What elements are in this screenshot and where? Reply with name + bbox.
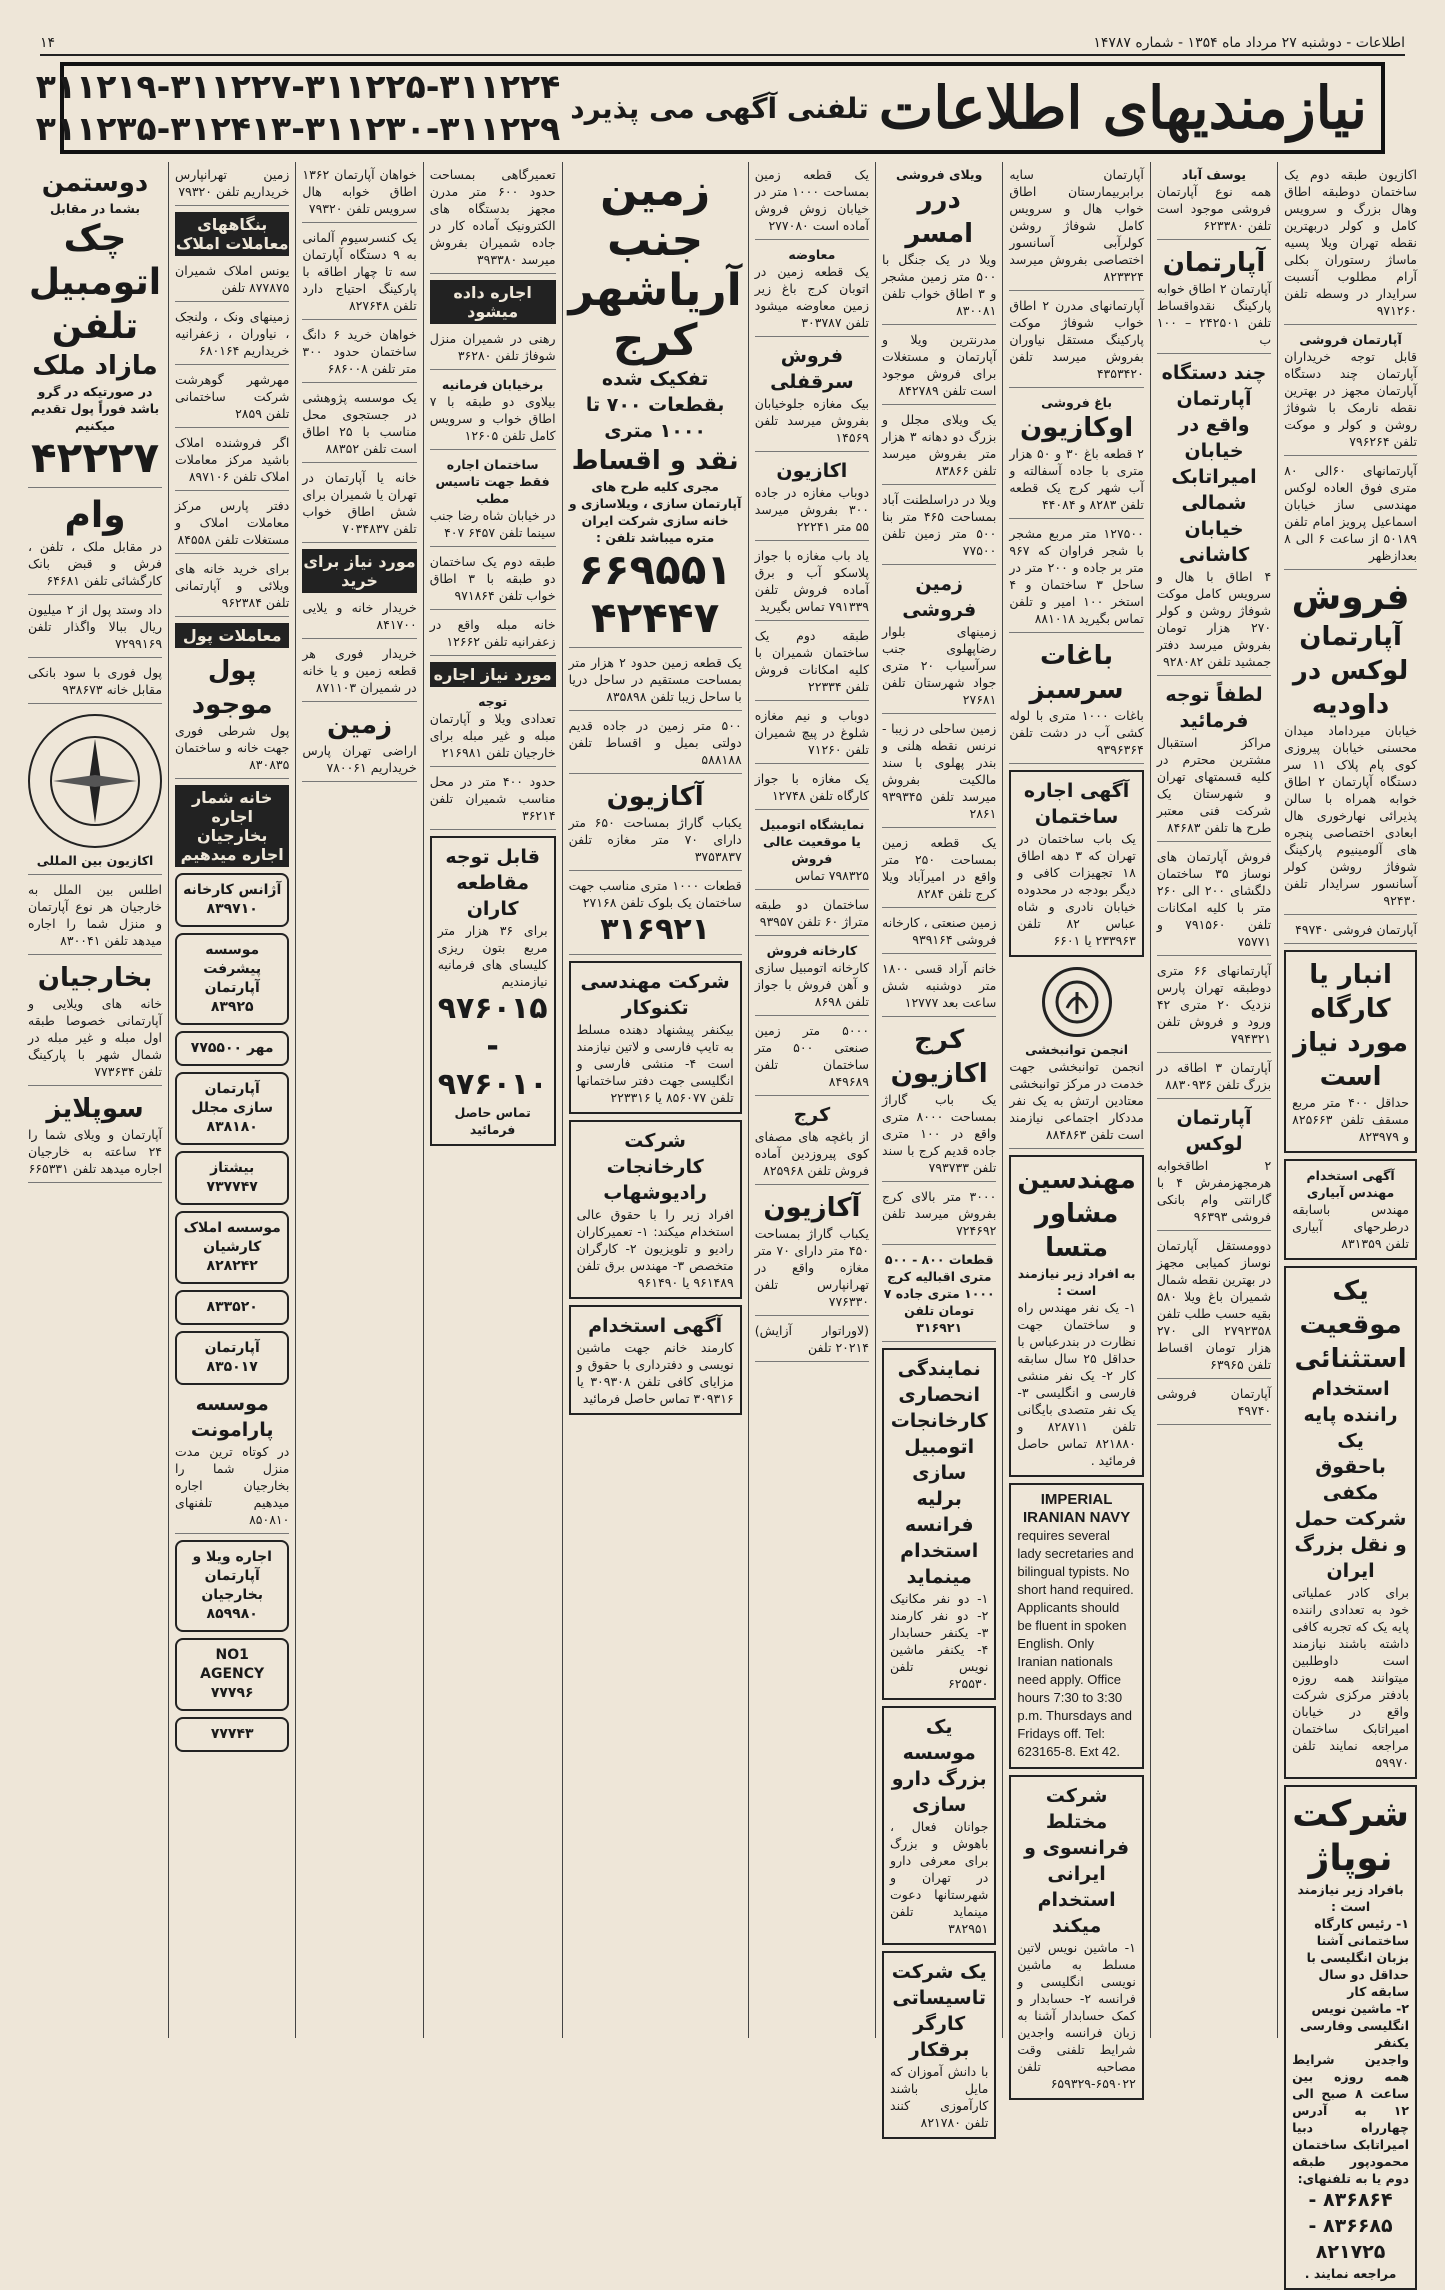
- ad-three-room: آپارتمان ۳ اطاقه در بزرگ تلفن ۸۸۳۰۹۳۶: [1157, 1059, 1271, 1099]
- ad-luxury-2: آپارتمان لوکس ۲ اطاقخوابه هرمجهزمفرش ۴ با گارانتی وام بانکی فروشی ۹۶۳۹۳: [1157, 1105, 1271, 1231]
- ad-shemiran-rent: رهنی در شمیران منزل شوفاژ تلفن ۳۶۲۸۰: [430, 330, 556, 370]
- ad-amir-atabak: چند دستگاه آپارتمان واقع در خیابان امیراتابک شمالی خیابان کاشانی ۴ اطاق با هال و سرویس کامل موکت شوفاژ روشن و کولر ۲۷۰ هزار تومان بفروش میرسد دفتر جمشید تلفن ۹۲۸۰۸۲: [1157, 360, 1271, 676]
- section-rent-wanted: مورد نیاز اجاره: [430, 662, 556, 687]
- ad-luxury-apartments: آپارتمانهای ۶۰الی ۸۰ متری فوق العاده لوکس مهندسی ساز خیابان اسماعیل پرویز امام تلفن ۵۰۱۸۹ از ساعت ۶ الی ۸ بعدازظهر: [1284, 462, 1417, 570]
- ad-exchange: معاوضه یک قطعه زمین در اتوبان کرج باغ زیر زمین معاوضه میشود تلفن ۳۰۳۷۸۷: [755, 246, 869, 337]
- section-for-rent: اجاره داده میشود: [430, 280, 556, 324]
- column-4: [875, 162, 1002, 2130]
- ad-coastal-plot: یک قطعه زمین حدود ۲ هزار متر بمساحت مستقیم در ساحل دریا با ساحل زیبا تلفن ۸۳۵۸۹۸: [569, 654, 742, 711]
- ad-villa-buyer: خریدار خانه و یلایی ۸۴۱۷۰۰: [302, 599, 416, 639]
- ad-goodwill: فروش سرقفلی بیک مغازه جلوخیابان بفروش میرسد تلفن ۱۴۵۶۹: [755, 343, 869, 452]
- ad-davoodieh: فروش آپارتمان لوکس در داودیه خیابان میرداماد میدان محسنی خیابان پیروزی کوی پام پلاک ۱۱ سر دستگاه آپارتمان ۲ اطاق خوابه همراه با سالن پذیرائی نهارخوری هال ابعادی اختصاصی پنجره های آلومینیوم پارکینگ شوفاژ روشن کولر آسانسور سرایدار تلفن ۹۲۴۳۰: [1284, 576, 1417, 915]
- ad-money-available: پول موجود پول شرطی فوری جهت خانه و ساختمان ۸۳۰۸۳۵: [175, 654, 289, 779]
- agency-logo-2: موسسه پیشرفت آپارتمان ۸۳۹۲۵: [175, 933, 289, 1025]
- ad-yousefabad: یوسف آباد همه نوع آپارتمان فروشی موجود است تلفن ۶۲۳۳۸۰: [1157, 166, 1271, 240]
- ad-imperial-navy: IMPERIAL IRANIAN NAVY requires several lady secretaries and bilingual typists. No short hand required. Applicants should be fluent in spoken English. Only Iranian nationals need apply. Office hours 7:30 to 3:30 p.m. Thursdays and Fridays off. Tel: 623165-8. Ext 42.: [1009, 1483, 1143, 1769]
- ad-land-1000: یک قطعه زمین بمساحت ۱۰۰۰ متر در خیابان زوش فروش آماده است ۲۷۷۰۸۰: [755, 166, 869, 240]
- column-10: [22, 162, 168, 2038]
- ad-green-gardens: باغات سرسبز باغات ۱۰۰۰ متری با لوله کشی آب در دشت تلفن ۹۳۹۶۳۶۴: [1009, 639, 1143, 764]
- ad-vanak-land: زمینهای ونک ، ولنجک ، نیاوران ، زعفرانیه خریداریم ۶۸۰۱۶۴: [175, 308, 289, 365]
- page-header-line: [40, 32, 1405, 56]
- ad-industrial-5000: ۵۰۰۰ متر زمین صنعتی ۵۰۰ متر ساختمان تلفن ۸۴۹۶۸۹: [755, 1022, 869, 1096]
- rehab-emblem-icon: [1042, 967, 1112, 1037]
- ad-atlas: اطلس بین الملل به خارجیان هر نوع آپارتمان و منزل شما را اجاره میدهد تلفن ۸۳۰۰۴۱: [28, 881, 162, 955]
- ad-large-garden: ۱۲۷۵۰۰ متر مربع مشجر با شجر فراوان که ۹۶۷ متر بر جاده و ۲۰۰ متر در ساحل ۳ ساختمان و ۴ استخر ۱۰۰ امیر و تلفن تماس بگیرید ۸۸۱۰۱۸: [1009, 525, 1143, 633]
- ad-columns: [22, 162, 1423, 2281]
- ad-luxury-villa: یک ویلای مجلل و بزرگ دو دهانه ۳ هزار متر بفروش میرسد تلفن ۸۳۸۶۶: [882, 411, 996, 485]
- ad-urgent-buyer: خریدار فوری هر قطعه زمین و یا خانه در شمیران ۸۷۱۱۰۳: [302, 645, 416, 702]
- section-wanted-buy: مورد نیاز برای خرید: [302, 549, 416, 593]
- ad-contractors: قابل توجه مقاطعه کاران برای ۳۶ هزار متر مربع بتون ریزی کلیسای های فرمانیه نیازمندیم ۹۷۶۰۱۵ - ۹۷۶۰۱۰ تماس حاصل فرمائید: [430, 836, 556, 1146]
- column-1: [1277, 162, 1423, 2281]
- ad-modern-niavaran: آپارتمانهای مدرن ۲ اطاق خواب شوفاژ موکت پارکینگ مستقل نیاوران بفروش میرسد تلفن ۴۳۵۳۴۲۰: [1009, 297, 1143, 388]
- ad-paramount: موسسه پارامونت در کوتاه ترین مدت منزل شما را بخارجیان اجاره میدهیم تلفنهای ۸۵۰۸۱۰: [175, 1391, 289, 1534]
- ad-pars-office: دفتر پارس مرکز معاملات املاک و مستغلات تلفن ۸۴۵۵۸: [175, 497, 289, 554]
- ad-busy-shops: دوباب و نیم مغازه شلوغ در پیچ شمیران تلفن ۷۱۲۶۰: [755, 707, 869, 764]
- agency-logo-1: آژانس کارخانه ۸۳۹۷۱۰: [175, 873, 289, 927]
- ad-radioshahab: شرکت کارخانجات رادیوشهاب افراد زیر را با حقوق عالی استخدام میکند: ۱- تعمیرکاران رادیو و تلویزیون ۲- کارگران متخصص ۳- مهندس برق تلفن ۹۶۱۴۸۹ یا ۹۶۱۴۹۰: [569, 1120, 742, 1299]
- column-2: [1150, 162, 1277, 2038]
- agency-logo-3: مهر ۷۷۵۵۰۰: [175, 1031, 289, 1066]
- ad-shemiran-400: حدود ۴۰۰ متر در محل مناسب شمیران تلفن ۳۶۲۱۴: [430, 773, 556, 830]
- ad-pharma-company: یک موسسه بزرگ دارو سازی جوانان فعال ، باهوش و بزرگ برای معرفی دارو در تهران و شهرستانها دعوت مینماید تلفن ۳۸۲۹۵۱: [882, 1706, 996, 1945]
- ad-electrician: یک شرکت تاسیساتی کارگر برقکار با دانش آموزان که مایل باشند کارآموزی کنند تلفن ۸۲۱۷۸۰: [882, 1951, 996, 2139]
- ad-industrial-land: زمین صنعتی ، کارخانه فروشی ۹۳۹۱۶۴: [882, 914, 996, 954]
- ad-driver-hiring: یک موقعیت استثنائی استخدام راننده پایه یک باحقوق مکفی شرکت حمل و نقل بزرگ ایران برای کادر عملیاتی خود به تعدادی راننده پایه یک که تجربه کافی داشته باشند نیازمند است داوطلبین میتوانند همه روزه بادفتر مرکزی شرکت واقع در خیابان امیراتابک ساختمان مراجعه نمایند تلفن ۵۹۹۷۰: [1284, 1266, 1417, 1779]
- agency-logo-10: NO1 AGENCY ۷۷۷۹۶: [175, 1638, 289, 1711]
- agency-logo-11: ۷۷۷۴۳: [175, 1717, 289, 1752]
- ad-buy-building: خواهان خرید ۶ دانگ ساختمان حدود ۳۰۰ متر تلفن ۶۸۶۰۰۸: [302, 326, 416, 383]
- banner-title: نیازمندیهای اطلاعات: [878, 74, 1367, 142]
- ad-land-sale: زمین فروشی زمینهای بلوار رضاپهلوی جنب سرآسیاب ۲۰ متری جواد شهرستان تلفن ۲۷۶۸۱: [882, 571, 996, 714]
- ad-shemiran-villa: دوومستقل آپارتمان نوساز کمیابی مجهز در بهترین نقطه شمال شمیران باغ ویلا ۵۸۰ بقیه حسب طلب تلفن ۲۷۹۲۳۵۸ الی ۲۷۰ هزار تومان اقساط تلفن ۶۳۹۶۵: [1157, 1237, 1271, 1379]
- banner-phones-line-1: ۳۱۱۲۱۹-۳۱۱۲۲۷-۳۱۱۲۲۵-۳۱۱۲۲۴: [35, 67, 561, 106]
- ad-wanted-apartment: خواهان آپارتمان ۱۳۶۲ اطاق خوابه هال سرویس تلفن ۷۹۳۲۰: [302, 166, 416, 223]
- ad-car-showroom: نمایشگاه اتومبیل یا موقعیت عالی فروش ۷۹۸۳۲۵ تماس: [755, 816, 869, 890]
- ad-tehranpars-land: زمین اراضی تهران پارس خریداریم ۷۸۰۰۶۱: [302, 708, 416, 782]
- ad-garden-sale: باغ فروشی اوکازیون ۲ قطعه باغ ۳۰ و ۵۰ هزار متری با جاده آسفالته و آب شهر کرج یک قطعه تلفن ۸۲۸۳ و ۴۴۰۸۴: [1009, 394, 1143, 519]
- section-money: معاملات پول: [175, 623, 289, 648]
- ad-new-apartments: فروش آپارتمان های نوساز ۳۵ ساختمان دلگشای ۲۰۰ الی ۲۶۰ متر با کلیه امکانات تلفن ۷۹۱۵۶۰ و ۷۵۷۷۱: [1157, 848, 1271, 956]
- ad-clinic-rent: ساختمان اجاره فقط جهت تاسیس مطب در خیابان شاه رضا جنب سینما تلفن ۶۴۵۷ ۴۰۷: [430, 456, 556, 547]
- classifieds-banner: [35, 62, 1385, 154]
- ad-tehranpars-apartments: آپارتمانهای ۶۶ متری دوطبقه تهران پارس نزدیک ۲۰ متری ۴۲ ورود و فروش تلفن ۷۹۴۳۲۱: [1157, 962, 1271, 1053]
- ad-garage-tehranpars: آکازیون یکباب گاراژ بمساحت ۴۵۰ متر دارای ۷۰ متر مغازه واقع در تهرانپارس تلفن ۷۷۶۳۳۰: [755, 1191, 869, 1316]
- column-8: [295, 162, 422, 2038]
- column-9: [168, 162, 295, 2038]
- ad-warehouse: انبار یا کارگاه مورد نیاز است حداقل ۴۰۰ متر مربع مسقف تلفن ۸۲۵۶۶۳ و ۸۲۳۹۷۹: [1284, 950, 1417, 1153]
- ad-mehrshahr: مهرشهر گوهرشت شرکت ساختمانی تلفن ۲۸۵۹: [175, 371, 289, 428]
- column-3: [1002, 162, 1149, 2091]
- ad-attention: لطفاً توجه فرمائید مراکز استقبال مشترین محترم در کلیه قسمتهای تهران و شهرستان یک شرکت فنی معتبر طرح ها تلفن ۸۴۶۸۳: [1157, 682, 1271, 842]
- ad-money-trade: داد وستد پول از ۲ میلیون ریال ببالا واگذار تلفن ۷۲۹۹۱۶۹: [28, 601, 162, 658]
- compass-logo-icon: [28, 714, 162, 848]
- ad-motasa-consultants: مهندسین مشاور متسا به افراد زیر نیازمند است : ۱- یک نفر مهندس راه و ساختمان جهت نظارت در بندرعباس با حداقل ۲۵ سال سابقه کار ۲- یک نفر منشی فارسی و انگلیسی ۳- یک نفر متصدی بایگانی تلفن ۸۲۸۷۱۱ و ۸۲۱۸۸۰ تماس حاصل فرمائید .: [1009, 1155, 1143, 1477]
- ad-modern-villas: مدرنترین ویلا و آپارتمان و مستغلات برای فروش موجود است تلفن ۸۴۲۷۸۹: [882, 331, 996, 405]
- ad-workshop-shop: یک مغازه با جواز کارگاه تلفن ۱۲۷۴۸: [755, 770, 869, 810]
- ad-occasion-shops: اکازیون دوباب مغازه در جاده ۳۰۰ بفروش میرسد ۵۵ متر ۲۲۲۴۱: [755, 458, 869, 541]
- ad-apartment-hospital: آپارتمان سایه برابربیمارستان اطاق خواب هال و سرویس کامل شوفاژ روشن کولرآبی آسانسور اختصاصی بفروش میرسد ۸۲۳۳۲۴: [1009, 166, 1143, 291]
- column-6: [562, 162, 748, 2038]
- ad-dostman: دوستمن بشما در مقابل چک اتومبیل تلفن مازاد ملک در صورتیکه در گرو باشد فوراً پول تقدیم میکنیم ۴۲۲۲۷: [28, 166, 162, 488]
- ad-younes: یونس املاک شمیران ۸۷۷۸۷۵ تلفن: [175, 262, 289, 302]
- section-foreigner-rent: خانه شمار اجاره بخارجیان اجاره میدهیم: [175, 785, 289, 867]
- agency-logo-5: بیشتاز ۷۳۷۷۴۷: [175, 1151, 289, 1205]
- ad-tehranpars-buy: زمین تهرانپارس خریداریم تلفن ۷۹۳۲۰: [175, 166, 289, 206]
- page-number: ۱۴: [40, 35, 56, 51]
- ad-bank-money: پول فوری با سود بانکی مقابل خانه ۹۳۸۶۷۳: [28, 664, 162, 704]
- ad-coastal-land: زمین ساحلی در زیبا - نرنس نقطه هلنی و بندر پهلوی با سند مالکیت بفروش میرسد تلفن ۹۳۹۳۴۵ ۲۸۶۱: [882, 720, 996, 828]
- ad-villas-foreigners: توجه تعدادی ویلا و آپارتمان مبله و غیر مبله برای خارجیان تلفن ۲۱۶۹۸۱: [430, 693, 556, 767]
- ad-eghbalieh: قطعات ۸۰۰ - ۵۰۰ متری اقبالیه کرج ۱۰۰۰ متری جاده ۷ تومان تلفن ۳۱۶۹۲۱: [882, 1251, 996, 1342]
- ad-occasion-garage: آکازیون یکباب گاراژ بمساحت ۶۵۰ متر دارای ۷۰ متر مغازه تلفن ۳۷۵۳۸۳۷: [569, 780, 742, 871]
- ad-apartment-2: آپارتمان آپارتمان ۲ اطاق خوابه پارکینگ نقدواقساط تلفن ۲۴۲۵۰۱ – ۱۰۰ ب: [1157, 246, 1271, 354]
- ad-apartment-sale: آپارتمان فروشی قابل توجه خریداران آپارتمان چند دستگاه آپارتمان مجهز در بهترین نقطه نارمک با شوفاژ روشن و کولر و موکت تلفن ۷۹۶۲۶۴: [1284, 331, 1417, 456]
- ad-six-rooms: خانه یا آپارتمان در تهران یا شمیران برای شش اطاق خواب تلفن ۷۰۳۴۸۳۷: [302, 469, 416, 543]
- banner-subtitle: تلفنی آگهی می پذیرد: [570, 91, 869, 125]
- banner-phones: [36, 66, 561, 150]
- ad-saltanatabad-villa: ویلا در دراسلطنت آباد بمساحت ۴۶۵ متر بنا ۵۰۰ متر زمین تلفن ۷۷۵۰۰: [882, 491, 996, 565]
- ad-technokar: شرکت مهندسی تکنوکار بیکنفر پیشنهاد دهنده مسلط به تایپ فارسی و لاتین نیازمند است ۴- منشی فارسی و انگلیسی جهت دفتر ساختمانها تلفن ۸۵۶۰۷۷ یا ۲۲۳۳۱۶: [569, 961, 742, 1114]
- ad-karaj-gardens: کرج از باغچه های مصفای کوی پیروزدین آماده فروش تلفن ۸۲۵۹۶۸: [755, 1102, 869, 1185]
- ad-furnished-house: خانه مبله واقع در زعفرانیه تلفن ۱۲۶۶۲: [430, 616, 556, 656]
- ad-apartment-sale-2: آپارتمان فروشی ۴۹۷۴۰: [1157, 1385, 1271, 1425]
- ad-franco-iranian: شرکت مختلط فرانسوی و ایرانی استخدام میکند ۱- ماشین نویس لاتین مسلط به ماشین نویسی انگلیسی و فرانسه ۲- حسابدار و کمک حسابدار آشنا به زبان فرانسه واجدین شرایط تلفنی وقت مصاحبه تلفن ۶۵۹۰۲۲-۶۵۹۳۲۹: [1009, 1775, 1143, 2100]
- ad-old-road-land: ۵۰۰ متر زمین در جاده قدیم دولتی بمیل و اقساط تلفن ۵۸۸۱۸۸: [569, 717, 742, 774]
- ad-foreigners: بخارجیان خانه های ویلایی و آپارتمانی خصوصا طبقه اول مبله و غیر مبله در شمال شهر با پارکینگ تلفن ۷۷۳۶۳۴: [28, 961, 162, 1086]
- ad-research-institute: یک موسسه پژوهشی در جستجوی محل مناسب با ۲۵ اطاق است تلفن ۸۸۳۵۲: [302, 389, 416, 463]
- ad-amirabad-land: یک قطعه زمین بمساحت ۲۵۰ متر واقع در امیرآباد ویلا کرج تلفن ۸۲۸۴: [882, 834, 996, 908]
- ad-plasco-shop: یاد باب مغازه با جواز پلاسکو آب و برق آماده فروش تلفن ۷۹۱۳۳۹ تماس بگیرید: [755, 547, 869, 621]
- agency-logo-4: آپارتمان سازی مجلل ۸۳۸۱۸۰: [175, 1072, 289, 1145]
- ad-supplies: سوپلایز آپارتمان و ویلای شما را ۲۴ ساعته به خارجیان اجاره میدهد تلفن ۶۶۵۳۳۱: [28, 1092, 162, 1183]
- ad-plots-1000: قطعات ۱۰۰۰ متری مناسب جهت ساختمان یک بلوک تلفن ۲۷۱۶۸ ۳۱۶۹۲۱: [569, 877, 742, 955]
- ad-two-floor: ساختمان دو طبقه متراژ ۶۰ تلفن ۹۳۹۵۷: [755, 896, 869, 936]
- ad-karaj-land: ۳۰۰۰ متر بالای کرج بفروش میرسد تلفن ۷۲۴۶۹۲: [882, 1188, 996, 1245]
- ad-nopaj: شرکت نوپاژ بافراد زیر نیازمند است : ۱- رئیس کارگاه ساختمانی آشنا بزبان انگلیسی با حداقل دو سال سابقه کار ۲- ماشین نویس انگلیسی وفارسی یکنفر واجدین شرایط همه روزه بین ساعت ۸ صبح الی ۱۲ به آدرس چهارراه دبیا امیراتابک ساختمان محمودپور طبقه دوم یا به تلفنهای: ۸۳۶۸۶۴ - ۸۳۶۶۸۵ - ۸۲۱۷۲۵ مراجعه نمایند .: [1284, 1785, 1417, 2290]
- ad-international: اکازیون بین المللی: [28, 710, 162, 875]
- agency-logo-6: موسسه املاک کارشیان ۸۲۸۲۴۲: [175, 1211, 289, 1284]
- ad-factory-sale: کارخانه فروش کارخانه اتومبیل سازی و آهن فروش با جواز تلفن ۸۶۹۸: [755, 942, 869, 1016]
- column-7: [423, 162, 562, 2038]
- ad-farmanieh: برخیابان فرمانیه بیلاوی دو طبقه با ۷ اطاق خواب و سرویس کامل تلفن ۱۲۶۰۵: [430, 376, 556, 450]
- paper-info: اطلاعات - دوشنبه ۲۷ مرداد ماه ۱۳۵۴ - شماره ۱۴۷۸۷: [1093, 35, 1405, 51]
- ad-apartment-phone: آپارتمان فروشی ۴۹۷۴۰: [1284, 921, 1417, 944]
- ad-berliet-dealer: نمایندگی انحصاری کارخانجات اتومبیل سازی برلیه فرانسه استخدام مینماید ۱- دو نفر مکانیک ۲- دو نفر کارمند ۳- یکنفر حسابدار ۴- یکنفر ماشین نویس تلفن ۶۲۵۵۳۰: [882, 1348, 996, 1700]
- ad-irrigation-engineer: آگهی استخدام مهندس آبیاری مهندس باسابقه درطرحهای آبیاری تلفن ۸۳۱۳۵۹: [1284, 1159, 1417, 1260]
- ad-villa-buy: برای خرید خانه های ویلائی و آپارتمانی تلفن ۹۶۲۳۸۴: [175, 560, 289, 617]
- ad-rehab-society: انجمن توانبخشی انجمن توانبخشی جهت خدمت در مرکز توانبخشی معتادین ارتش به یک نفر مددکار اجتماعی نیازمند است تلفن ۸۸۴۸۶۳: [1009, 963, 1143, 1149]
- ad-aryashahr-land: زمین جنب آریاشهر کرج تفکیک شده بقطعات ۷۰۰ تا ۱۰۰۰ متری نقد و اقساط مجری کلیه طرح های آپارتمان سازی ، ویلاسازی و خانه سازی شرکت ایران متره میباشد تلفن : ۶۶۹۵۵۱ ۴۲۴۴۷: [569, 166, 742, 648]
- ad-karaj-garage: کرج اکازیون یک باب گاراژ بمساحت ۸۰۰۰ متری واقع در ۱۰۰ متری جاده قدیم کرج با سند تلفن ۷۹۳۷۳۳: [882, 1023, 996, 1182]
- ad-employment: آگهی استخدام کارمند خانم جهت ماشین نویسی و دفترداری با حقوق و مزایای کافی تلفن ۳۰۹۳۰۸ یا ۳۰۹۳۱۶ تماس حاصل فرمائید: [569, 1305, 742, 1415]
- agency-logo-7: ۸۳۳۵۲۰: [175, 1290, 289, 1325]
- agency-logo-9: اجاره ویلا و آپارتمان بخارجیان ۸۵۹۹۸۰: [175, 1540, 289, 1632]
- ad-two-floor-rent: طبقه دوم یک ساختمان دو طبقه با ۳ اطاق خواب تلفن ۹۷۱۸۶۴: [430, 553, 556, 610]
- agency-logo-8: آپارتمان ۸۳۵۰۱۷: [175, 1331, 289, 1385]
- banner-phones-line-2: ۳۱۱۲۳۵-۳۱۲۴۱۳-۳۱۱۲۳۰-۳۱۱۲۲۹: [35, 109, 561, 148]
- ad-ramsar-villa: ویلای فروشی درر امسر ویلا در یک جنگل با ۵۰۰ متر زمین مشجر و ۳ اطاق خواب تلفن ۸۳۰۰۸۱: [882, 166, 996, 325]
- ad-misc-4: خانم آراد قسی ۱۸۰۰ متر دوشنبه شش ساعت بعد ۱۲۷۷۷: [882, 960, 996, 1017]
- ad-loan: وام در مقابل ملک ، تلفن ، فرش و قبض بانک کارگشائی تلفن ۶۴۶۸۱: [28, 494, 162, 595]
- ad-laboratory: (لاوراتوار آزایش) ۲۰۲۱۴ تلفن: [755, 1322, 869, 1362]
- ad-building-rent: آگهی اجاره ساختمان یک باب ساختمان در تهران که ۳ دهه اطاق ۱۸ تجهیزات کافی و دیگر بودجه در محدوده خیابان نادری و شاه عباس ۸۲ تلفن ۲۳۳۹۶۳ یا ۶۶۰۱: [1009, 770, 1143, 957]
- ad-apartment-occasion: اکازیون طبقه دوم یک ساختمان دوطبقه اطاق وهال بزرگ و سرویس کامل و کولر دربهترین نقطه تهران ویلا پسیه ماساژ رستوران بکلی آرام مطلوب آنسبت سرایدار در وسطه تلفن ۹۷۱۲۶۰: [1284, 166, 1417, 325]
- ad-sellers: اگر فروشنده املاک باشید مرکز معاملات املاک تلفن ۸۹۷۱۰۶: [175, 434, 289, 491]
- ad-german-consortium: یک کنسرسیوم آلمانی به ۹ دستگاه آپارتمان سه تا چهار اطاقه با پارکینگ احتیاج دارد تلفن ۸۲۷۶۴۸: [302, 229, 416, 320]
- column-5: [748, 162, 875, 2038]
- ad-shemiran-floor: طبقه دوم یک ساختمان شمیران با کلیه امکانات فروش تلفن ۲۲۳۳۴: [755, 627, 869, 701]
- section-real-estate: بنگاههای معاملات املاک: [175, 212, 289, 256]
- ad-repair-shop: تعمیرگاهی بمساحت حدود ۶۰۰ متر مدرن مجهز بدستگاه های الکترونیک آماده کار در جاده شمیران بفروش میرسد ۳۹۳۳۸۰: [430, 166, 556, 274]
